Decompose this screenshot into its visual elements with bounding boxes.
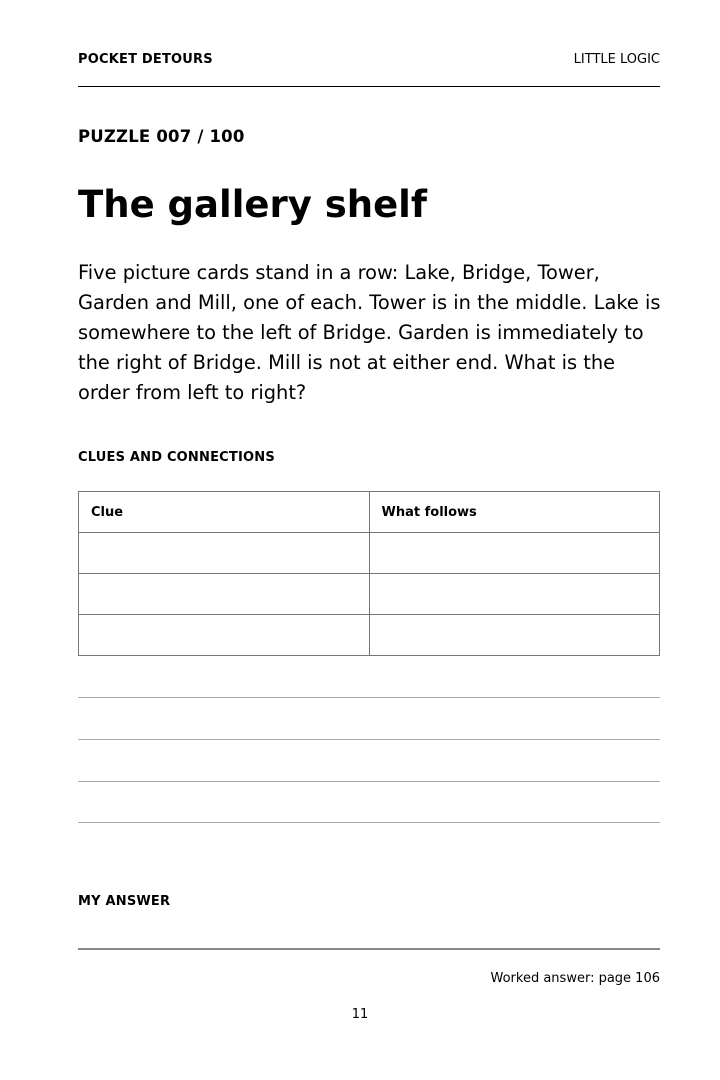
clue-cell[interactable] [79, 533, 370, 574]
what-follows-cell[interactable] [369, 574, 660, 615]
what-follows-cell[interactable] [369, 533, 660, 574]
notes-line[interactable] [78, 739, 660, 740]
notes-line[interactable] [78, 697, 660, 698]
puzzle-description: Five picture cards stand in a row: Lake, Bridge, Tower, Garden and Mill, one of each. Tower is in the middle. Lake is somewhere to the left of Bridge. Garden is immediately to the right of Bridge. Mill is not at either end. What is the order from left to right? [78, 261, 661, 404]
answer-section-label: MY ANSWER [78, 894, 171, 909]
what-follows-cell[interactable] [369, 615, 660, 656]
header-divider [78, 86, 660, 87]
notes-line[interactable] [78, 781, 660, 782]
puzzle-title: The gallery shelf [78, 183, 427, 226]
clues-table [78, 491, 660, 656]
table-row [79, 615, 660, 656]
table-row [79, 574, 660, 615]
clues-section-label: CLUES AND CONNECTIONS [78, 450, 275, 465]
page-header [78, 52, 660, 72]
series-title: POCKET DETOURS [78, 52, 213, 67]
puzzle-page [78, 0, 660, 1080]
clues-table-header-row [79, 492, 660, 533]
clue-cell[interactable] [79, 615, 370, 656]
clue-column-header: Clue [79, 492, 370, 533]
puzzle-number: PUZZLE 007 / 100 [78, 127, 245, 146]
book-title: LITTLE LOGIC [573, 52, 660, 67]
table-row [79, 533, 660, 574]
clue-cell[interactable] [79, 574, 370, 615]
page-number: 11 [351, 1007, 369, 1022]
answer-line[interactable] [78, 948, 660, 950]
worked-answer-reference: Worked answer: page 106 [490, 971, 660, 986]
what-follows-column-header: What follows [369, 492, 660, 533]
notes-line[interactable] [78, 822, 660, 823]
